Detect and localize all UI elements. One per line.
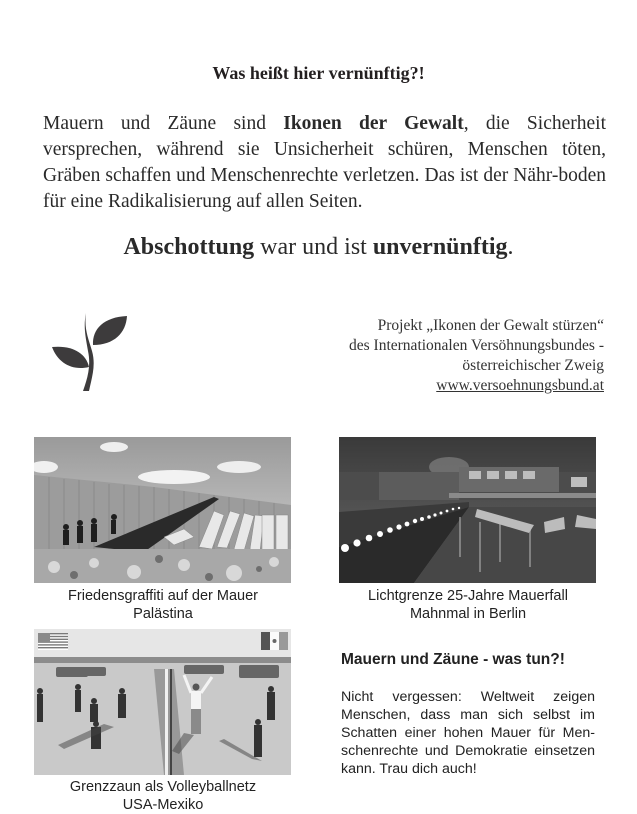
mexico-flag-icon	[261, 632, 288, 650]
slogan-bold-2: unvernünftig	[372, 234, 508, 260]
berlin-light-border-photo	[339, 437, 596, 583]
intro-text-2: , die Sicherheit versprechen, während sie Unsicherheit schüren, Menschen töten, Gräben schaffen und Menschenrechte verletzen. Das ist der Nähr-boden für eine Radikalisierung auf allen Seiten.	[43, 113, 606, 212]
caption-line: Palästina	[133, 606, 193, 622]
credit-line-2: des Internationalen Versöhnungsbundes -	[349, 337, 604, 354]
caption-line: Grenzzaun als Volleyballnetz	[69, 779, 257, 795]
project-credit	[349, 316, 604, 396]
credit-line-3: österreichischer Zweig	[462, 357, 604, 374]
website-link[interactable]: www.versoehnungsbund.at	[436, 377, 604, 394]
intro-emphasis: Ikonen der Gewalt	[283, 113, 464, 134]
sidebar-text: Nicht vergessen: Weltweit zeigen Menschen, dass man sich selbst im Schatten einer hohen Mauer für Men-schenrechte und Demokratie einsetzen kann. Trau dich auch!	[341, 689, 595, 777]
slogan-middle: war und ist	[254, 234, 373, 260]
slogan	[0, 234, 637, 261]
border-volleyball-photo	[34, 629, 291, 775]
sidebar-heading: Mauern und Zäune - was tun?!	[341, 651, 565, 668]
usa-flag-icon	[38, 633, 68, 650]
photo-caption	[328, 587, 608, 623]
page-title: Was heißt hier vernünftig?!	[212, 63, 425, 83]
intro-text-1: Mauern und Zäune sind	[43, 113, 284, 134]
caption-line: Friedensgraffiti auf der Mauer	[68, 588, 258, 604]
sprout-icon	[52, 307, 132, 393]
slogan-end: .	[507, 234, 514, 260]
wall-graffiti-photo	[34, 437, 291, 583]
credit-line-1: Projekt „Ikonen der Gewalt stürzen“	[377, 317, 604, 334]
caption-line: Lichtgrenze 25-Jahre Mauerfall	[368, 588, 568, 604]
photo-caption	[23, 587, 303, 623]
caption-line: Mahnmal in Berlin	[409, 606, 527, 622]
slogan-bold-1: Abschottung	[123, 234, 255, 260]
photo-caption	[23, 778, 303, 814]
intro-paragraph	[43, 111, 606, 215]
caption-line: USA-Mexiko	[122, 797, 204, 813]
